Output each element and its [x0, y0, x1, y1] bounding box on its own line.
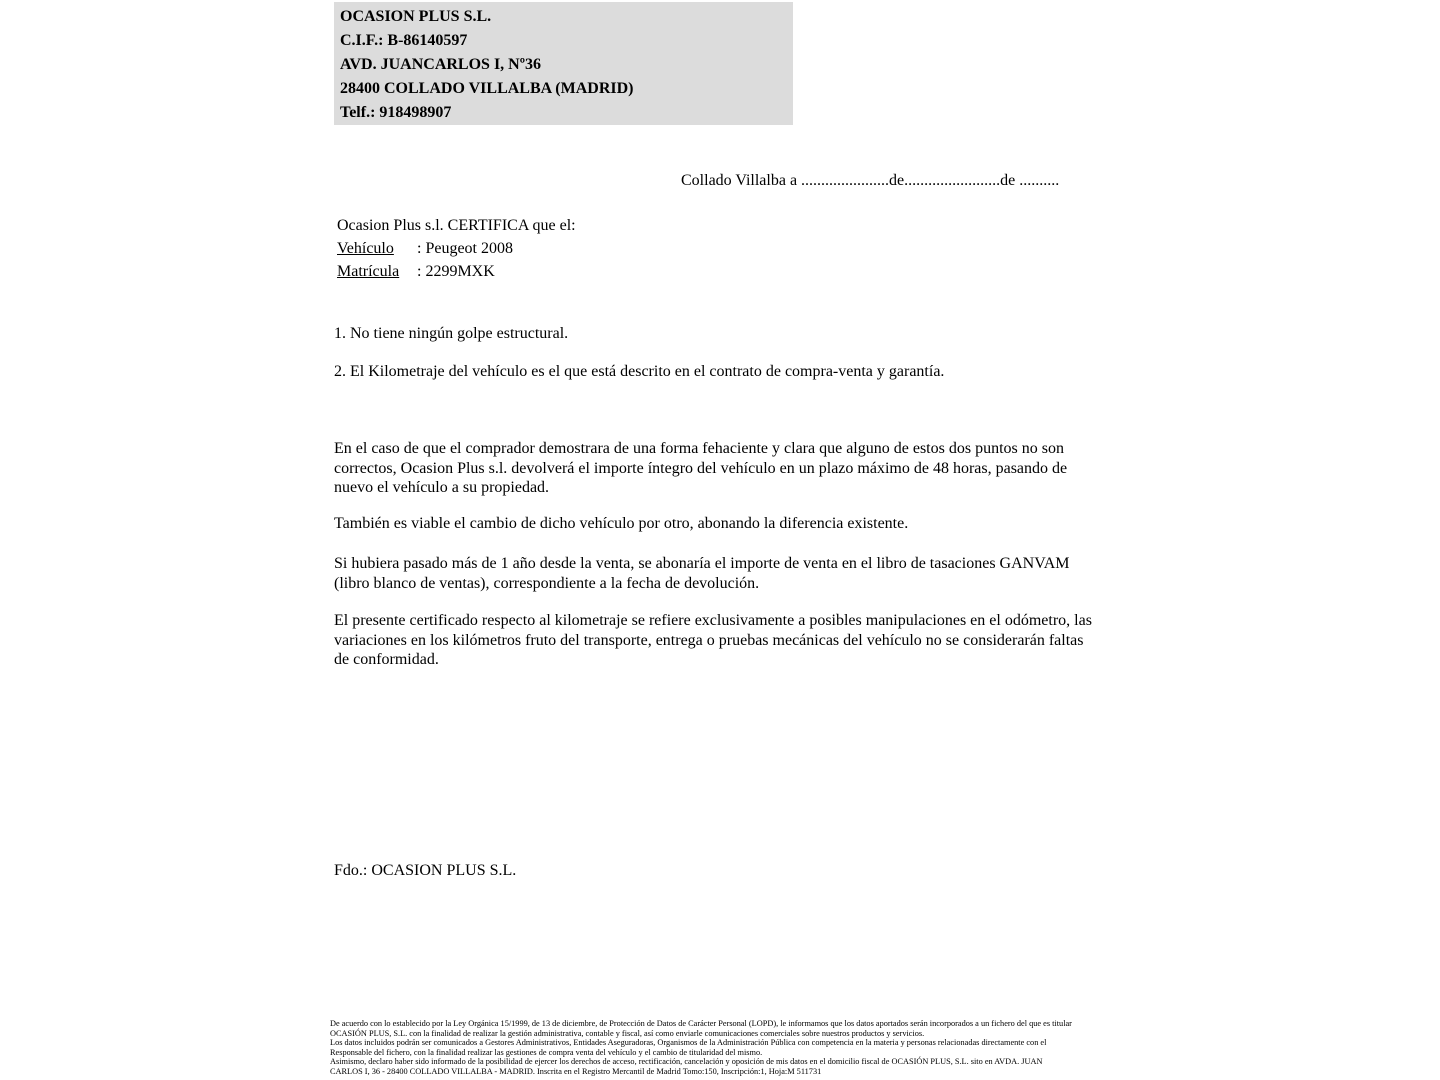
- legal-line-1: De acuerdo con lo establecido por la Ley Orgánica 15/1999, de 13 de diciembre, de Protección de Datos de Carácter Personal (LOPD), le informamos que los datos aportados serán incorporados a un fichero del que es titular: [330, 1019, 1072, 1028]
- vehicle-row: [337, 237, 576, 260]
- date-place-line: Collado Villalba a ......................de........................de ..........: [681, 172, 1060, 189]
- paragraph-odometer-disclaimer: El presente certificado respecto al kilometraje se refiere exclusivamente a posibles manipulaciones en el odómetro, las variaciones en los kilómetros fruto del transporte, entrega o pruebas mecánicas del vehículo no se considerarán faltas de conformidad.: [334, 612, 1092, 668]
- plate-value: : 2299MXK: [417, 263, 495, 281]
- condition-point-1: 1. No tiene ningún golpe estructural.: [334, 325, 569, 342]
- plate-label: Matrícula: [337, 263, 400, 281]
- company-address: AVD. JUANCARLOS I, Nº36: [340, 56, 542, 73]
- paragraph-refund-policy: En el caso de que el comprador demostrara de una forma fehaciente y clara que alguno de estos dos puntos no son correctos, Ocasion Plus s.l. devolverá el importe íntegro del vehículo en un plazo máximo de 48 horas, pasando de nuevo el vehículo a su propiedad.: [334, 440, 1068, 496]
- vehicle-value: : Peugeot 2008: [417, 240, 513, 258]
- company-header-box: [334, 2, 793, 125]
- paragraph-exchange-option: También es viable el cambio de dicho vehículo por otro, abonando la diferencia existente.: [334, 515, 909, 532]
- signature-line: Fdo.: OCASION PLUS S.L.: [334, 862, 517, 879]
- legal-notice: [330, 1019, 1105, 1077]
- vehicle-label: Vehículo: [337, 240, 394, 258]
- condition-point-2: 2. El Kilometraje del vehículo es el que está descrito en el contrato de compra-venta y garantía.: [334, 363, 945, 380]
- paragraph-ganvam-valuation: Si hubiera pasado más de 1 año desde la venta, se abonaría el importe de venta en el libro de tasaciones GANVAM (libro blanco de ventas), correspondiente a la fecha de devolución.: [334, 555, 1070, 592]
- legal-line-5: Asimismo, declaro haber sido informado de la posibilidad de ejercer los derechos de acceso, rectificación, cancelación y oposición de mis datos en el domicilio fiscal de OCASIÓN PLUS, S.L. sito en AVDA. JUAN: [330, 1057, 1043, 1067]
- company-cif: C.I.F.: B-86140597: [340, 32, 468, 49]
- legal-line-3: Los datos incluidos podrán ser comunicados a Gestores Administrativos, Entidades Aseguradoras, Organismos de la Administración Pública con competencia en la materia y personas relacionadas directamente con el: [330, 1038, 1047, 1048]
- legal-line-6: CARLOS I, 36 - 28400 COLLADO VILLALBA - MADRID. Inscrita en el Registro Mercantil de Madrid Tomo:150, Inscripción:1, Hoja:M 511731: [330, 1066, 822, 1076]
- plate-row: [337, 260, 576, 283]
- company-phone: Telf.: 918498907: [340, 104, 452, 121]
- vehicle-label-wrap: [337, 237, 417, 260]
- company-postal-city: 28400 COLLADO VILLALBA (MADRID): [340, 80, 634, 97]
- plate-label-wrap: [337, 260, 417, 283]
- company-name: OCASION PLUS S.L.: [340, 8, 492, 25]
- certify-intro: Ocasion Plus s.l. CERTIFICA que el:: [337, 217, 576, 234]
- certify-section: [337, 214, 576, 284]
- legal-line-4: Responsable del fichero, con la finalidad realizar las gestiones de compra venta del vehículo y el cambio de titularidad del mismo.: [330, 1047, 763, 1057]
- legal-line-2: OCASIÓN PLUS, S.L. con la finalidad de realizar la gestión administrativa, contable y fiscal, así como enviarle comunicaciones comerciales sobre nuestros productos y servicios.: [330, 1028, 925, 1038]
